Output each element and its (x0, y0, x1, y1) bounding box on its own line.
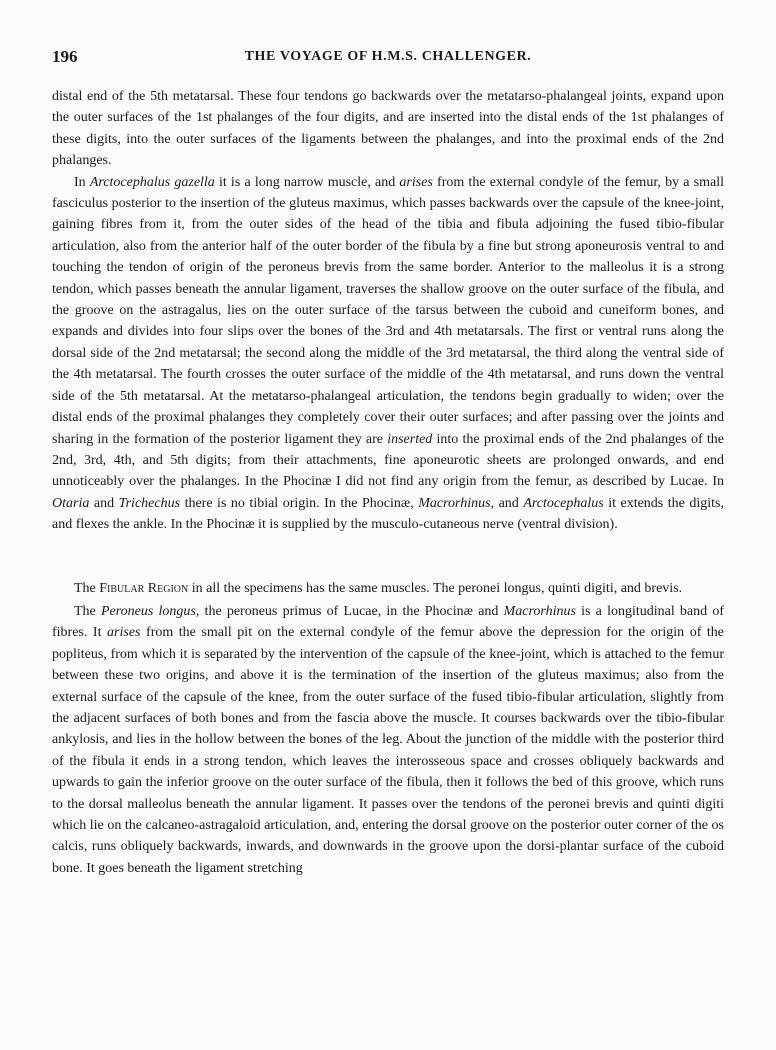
text-run: from the external condyle of the femur, by a small fasciculus posterior to the insertion of the gluteus maximus, which passes backwards over the capsule of the knee-joint, gaining fibres from it, from the outer sides of the head of the tibia and fibula adjoining the fused tibio-fibular articulation, also from the anterior half of the outer border of the fibula by a fine but strong aponeurosis ventral to and touching the tendon of origin of the peroneus brevis from the same border. Anterior to the malleolus it is a strong tendon, which passes beneath the annular ligament, traverses the shallow groove on the outer surface of the fibula, and the groove on the astragalus, lies on the outer surface of the tarsus between the cuboid and cuneiform bones, and expands and divides into four slips over the bones of the 3rd and 4th metatarsals. The first or ventral runs along the dorsal side of the 2nd metatarsal; the second along the middle of the 3rd metatarsal, the third along the ventral side of the 4th metatarsal. The fourth crosses the outer surface of the middle of the 4th metatarsal, and runs down the ventral side of the 5th metatarsal. At the metatarso-phalangeal articulation, the tendons begin gradually to widen; over the distal ends of the proximal phalanges they completely cover their outer surfaces; and after passing over the joints and sharing in the formation of the posterior ligament they are (52, 174, 724, 447)
text-run: and (89, 495, 119, 511)
text-run: it extends the digits, and flexes the ankle. In the Phocinæ it is supplied by the musculo-cutaneous nerve (ventral division). (52, 495, 724, 533)
section-heading: Fibular Region (99, 580, 189, 596)
section-gap (52, 536, 724, 578)
paragraph-3 (52, 578, 724, 599)
paragraph-1 (52, 86, 724, 172)
text-run: The (74, 580, 100, 596)
text-run: from the small pit on the external condyle of the femur above the depression for the origin of the popliteus, from which it is separated by the intervention of the capsule of the knee-joint, which is attached to the femur between these two origins, and above it is the termination of the insertion of the gluteus maximus; also from the external surface of the capsule of the knee, from the outer surface of the fused tibio-fibular articulation, slightly from the adjacent surfaces of both bones and from the fascia above the muscle. It courses backwards over the tibio-fibular ankylosis, and lies in the hollow between the bones of the leg. About the junction of the middle with the posterior third of the fibula it ends in a strong tendon, which leaves the interosseous space and crosses obliquely backwards and upwards to gain the inferior groove on the outer surface of the fibula, then it follows the bed of this groove, which runs to the dorsal malleolus beneath the annular ligament. It passes over the tendons of the peronei brevis and quinti digiti which lie on the calcaneo-astragaloid articulation, and, entering the dorsal groove on the posterior outer corner of the os calcis, runs obliquely backwards, inwards, and downwards in the groove upon the dorsi-plantar surface of the cuboid bone. It goes beneath the ligament stretching (52, 625, 724, 876)
page-number: 196 (52, 47, 78, 66)
italic-text: Trichechus (118, 495, 181, 511)
italic-text: Otaria (52, 495, 90, 511)
text-run: there is no tibial origin. In the Phocinæ, (180, 495, 419, 511)
text-run: in all the specimens has the same muscles. The peronei longus, quinti digiti, and brevis. (188, 580, 683, 596)
italic-text: Arctocephalus (523, 495, 604, 511)
running-title: THE VOYAGE OF H.M.S. CHALLENGER. (244, 49, 532, 64)
paragraph-text: distal end of the 5th metatarsal. These four tendons go backwards over the metatarso-phalangeal joints, expand upon the outer surfaces of the 1st phalanges of the four digits, and are inserted into the distal ends of the 1st phalanges of these digits, into the outer surfaces of the ligaments between the phalanges, and into the proximal ends of the 2nd phalanges. (52, 89, 724, 169)
italic-text: Macrorhinus (418, 495, 491, 511)
paragraph-2 (52, 172, 724, 536)
page-header (52, 47, 724, 69)
italic-text: Arctocephalus gazella (89, 174, 215, 190)
text-run: into the proximal ends of the 2nd phalanges of the 2nd, 3rd, 4th, and 5th digits; from their attachments, fine aponeurotic sheets are prolonged onwards, and end unnoticeably over the phalanges. In the Phocinæ I did not find any origin from the femur, as described by Lucae. In (52, 431, 724, 490)
paragraph-4 (52, 601, 724, 879)
body-text (52, 86, 724, 879)
italic-text: arises (399, 174, 433, 190)
text-run: The (74, 603, 101, 619)
italic-text: inserted (387, 431, 433, 447)
italic-text: Macrorhinus (503, 603, 576, 619)
text-run: is a longitudinal band of fibres. It (52, 603, 725, 641)
italic-text: arises (107, 625, 141, 641)
italic-text: Peroneus longus (100, 603, 196, 619)
text-run: , the peroneus primus of Lucae, in the Phocinæ and (195, 603, 504, 619)
text-run: In (74, 174, 90, 190)
text-run: it is a long narrow muscle, and (214, 174, 400, 190)
text-run: , and (490, 495, 524, 511)
